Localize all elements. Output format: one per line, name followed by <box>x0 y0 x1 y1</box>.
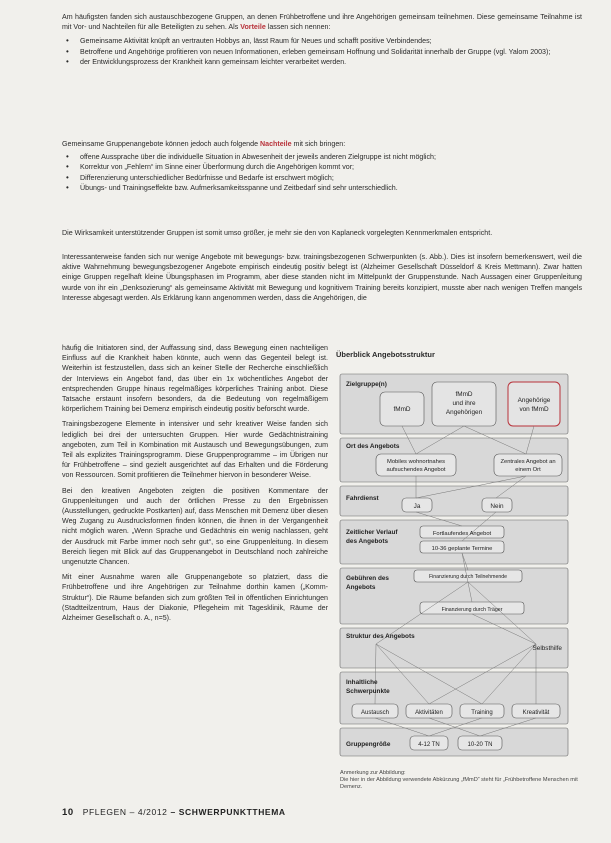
box-fmmd-ang-1: fMmD <box>455 391 473 398</box>
body-paragraph: Trainingsbezogene Elemente in intensiver und sehr kreativer Weise fanden sich lediglich bei drei der untersuchten Gruppen. Hier wurde Gedächtnistraining angeboten, zum Teil in Kombination mit Austausch und Bewegungsübungen, zum Teil als explizites Trainingsprogramm. Diese Gruppenprogramme – im Übrigen nur für Frühbetroffene – sind gezielt ausgerichtet auf das Erhalten und die Förderung von Ressourcen. Somit profitieren die Teilnehmer hiervon in besonderer Weise. <box>62 420 328 480</box>
advantages-list <box>62 36 582 67</box>
disadvantages-list <box>62 152 582 193</box>
label-inhalt-1: Inhaltliche <box>346 679 378 686</box>
label-ort: Ort des Angebots <box>346 443 400 450</box>
intro-text: Am häufigsten fanden sich austauschbezogene Gruppen, an denen Frühbetroffene und ihre Angehörigen gemeinsam teilnehmen. Diese gemeinsame Teilnahme ist mit Vor- und Nachteilen für alle Beteiligten zu sehen. <box>62 13 582 32</box>
label-zielgruppe: Zielgruppe(n) <box>346 381 387 388</box>
label-struktur: Struktur des Angebots <box>346 633 415 640</box>
box-termine: 10-36 geplante Termine <box>431 546 493 552</box>
dis-post: mit sich bringen: <box>293 140 346 148</box>
label-zeit-2: des Angebots <box>346 538 389 545</box>
box-ang-von-1: Angehörige <box>517 397 551 404</box>
page-number: 10 <box>62 807 74 818</box>
box-zentral-2: einem Ort <box>515 467 541 473</box>
diagram-title: Überblick Angebotsstruktur <box>336 350 435 359</box>
box-aktivitaeten: Aktivitäten <box>415 710 443 716</box>
structure-diagram <box>336 344 576 764</box>
box-nein: Nein <box>490 503 504 510</box>
list-item: • Betroffene und Angehörige profitieren von neuen Informationen, erleben gemeinsam Hoffnung und Solidarität innerhalb der Gruppe (vgl. Yalom 2003); <box>62 47 582 57</box>
magazine-issue: PFLEGEN – 4/2012 <box>82 807 168 817</box>
box-mobil-2: aufsuchendes Angebot <box>386 467 446 473</box>
list-item: • Übungs- und Trainingseffekte bzw. Aufmerksamkeitsspanne und Zeitbedarf sind sehr unterschiedlich. <box>62 183 582 193</box>
list-item: • Gemeinsame Aktivität knüpft an vertrauten Hobbys an, lässt Raum für Neues und schafft positive Verbindendes; <box>62 36 582 46</box>
label-gebuehren-2: Angebots <box>346 584 376 591</box>
box-fmmd-ang-2: und ihre <box>452 400 476 407</box>
box-austausch: Austausch <box>360 710 390 716</box>
list-item: • der Entwicklungsprozess der Krankheit kann gemeinsam leichter verarbeitet werden. <box>62 57 582 67</box>
box-fortlaufend: Fortlaufendes Angebot <box>432 531 492 537</box>
list-item: • offene Aussprache über die individuelle Situation in Abwesenheit der jeweils anderen Zielgruppe ist nicht möglich; <box>62 152 582 162</box>
box-mobil-1: Mobiles wohnortnahes <box>386 459 446 465</box>
label-fahrdienst: Fahrdienst <box>346 495 379 502</box>
adv-pre: Als <box>228 23 239 32</box>
label-gebuehren-1: Gebühren des <box>346 575 389 582</box>
box-groesse-2: 10-20 TN <box>467 742 493 748</box>
dis-pre: Gemeinsame Gruppenangebote können jedoch auch folgende <box>62 140 259 148</box>
footnote-title: Anmerkung zur Abbildung: <box>340 770 406 776</box>
list-item: • Differenzierung unterschiedlicher Bedürfnisse und Bedarfe ist erschwert möglich; <box>62 173 582 183</box>
diagram-svg <box>336 344 576 764</box>
advantages-section <box>62 12 582 67</box>
box-zentral-1: Zentrales Angebot an <box>500 459 556 465</box>
figure-footnote <box>340 770 580 791</box>
disadvantages-keyword: Nachteile <box>260 140 292 148</box>
body-paragraph: häufig die Initiatoren sind, der Auffassung sind, dass Bewegung einen nachteiligen Einfluss auf die Krankheit haben könnte, auch wenn das Gegenteil belegt ist. Weiterhin ist festzustellen, dass sich an keiner Stelle der Recherche einschließlich der Interviews ein Angebot fand, das über ein 1x wöchentliches Angebot der entsprechenden Gruppe hinaus regelmäßiges körperliches Training anbot. Diese Tatsache erstaunt insofern besonders, da die Bedeutung von regelmäßigem körperlichem Training bei Demenz empirisch eindeutig positiv beforscht wurde. <box>62 344 328 414</box>
advantages-keyword: Vorteile <box>240 23 266 32</box>
label-groesse: Gruppengröße <box>346 741 391 748</box>
disadvantages-intro <box>62 139 582 149</box>
section-title: – SCHWERPUNKTTHEMA <box>170 807 286 817</box>
body-paragraph: Bei den kreativen Angeboten zeigten die positiven Kommentare der Gruppenleitungen und auch der örtlichen Presse zu den Ergebnissen (Ausstellungen, gedruckte Postkarten) auf, dass Menschen mit Demenz über diesen Weg Zugang zu Ausdrucksformen finden können, die ihnen in der Vergangenheit nicht möglich waren. „Wenn Sprache und Gedächtnis ein wenig nachlassen, geht der Ausdruck mit Farbe immer noch sehr gut“, so eine Gruppenleitung. In diesem Bereich liegen mit Blick auf das Gruppenangebot in Deutschland noch zahlreiche ungenutzte Chancen. <box>62 486 328 567</box>
left-column <box>62 343 328 628</box>
box-fin-traeger: Finanzierung durch Träger <box>441 607 503 613</box>
body-paragraph: Mit einer Ausnahme waren alle Gruppenangebote so platziert, dass die Frühbetroffene und ihre Angehörigen zur Teilnahme dorthin kamen („Komm-Struktur“). Die Räume befanden sich zum größten Teil in öffentlichen Einrichtungen (Stadtteilzentrum, Haus der Diakonie, Pflegeheim mit Tagesklinik, Räume der Alzheimer Gesellschaft o. A., n=5). <box>62 573 328 623</box>
box-ang-von-2: von fMmD <box>519 406 549 413</box>
effectiveness-paragraph: Die Wirksamkeit unterstützender Gruppen ist somit umso größer, je mehr sie den von Kaplaneck vorgelegten Kennmerkmalen entspricht. <box>62 229 493 237</box>
box-fin-teil: Finanzierung durch Teilnehmende <box>428 574 508 580</box>
box-groesse-1: 4-12 TN <box>418 742 440 748</box>
adv-post: lassen sich nennen: <box>267 23 331 32</box>
interest-paragraph: Interessanterweise fanden sich nur wenige Angebote mit bewegungs- bzw. trainingsbezogenen Schwerpunkten (s. Abb.). Dies ist insofern bemerkenswert, weil die aktive Wahrnehmung bewegungsbezogener Angebote empirisch eindeutig positiv belegt ist (Alzheimer Gesellschaft Düsseldorf & Kreis Mettmann). Zwar hatten einige Gruppen regelhaft kleine Übungsphasen im Programm, aber diese standen nicht im Mittelpunkt der Gruppenstunde. Nach Aussagen einer Gruppenleitung wurde von ihr ein „Denksozierung“ als gemeinsame Aktivität mit Bewegung und kognitivem Training bereits konzipiert, musste aber nach wenigen Treffen mangels Interesse abgesagt werden. Als Erklärung kann angenommen werden, dass die Angehörigen, die <box>62 253 582 302</box>
intro-paragraph <box>62 12 582 32</box>
box-fmmd-ang-3: Angehörigen <box>445 409 483 416</box>
page-footer <box>62 807 286 818</box>
list-item: • Korrektur von „Fehlern“ im Sinne einer Überformung durch die Angehörigen kommt vor; <box>62 162 582 172</box>
box-fmmd: fMmD <box>393 406 411 413</box>
box-ja: Ja <box>413 503 421 510</box>
label-inhalt-2: Schwerpunkte <box>346 688 390 695</box>
footnote-text: Die hier in der Abbildung verwendete Abkürzung „fMmD“ steht für „Frühbetroffene Menschen mit Demenz. <box>340 777 578 790</box>
box-training: Training <box>471 710 493 716</box>
box-kreativitaet: Kreativität <box>522 710 550 716</box>
label-zeit-1: Zeitlicher Verlauf <box>346 529 398 536</box>
label-selbsthilfe: Selbsthilfe <box>532 645 562 652</box>
disadvantages-section <box>62 139 582 193</box>
